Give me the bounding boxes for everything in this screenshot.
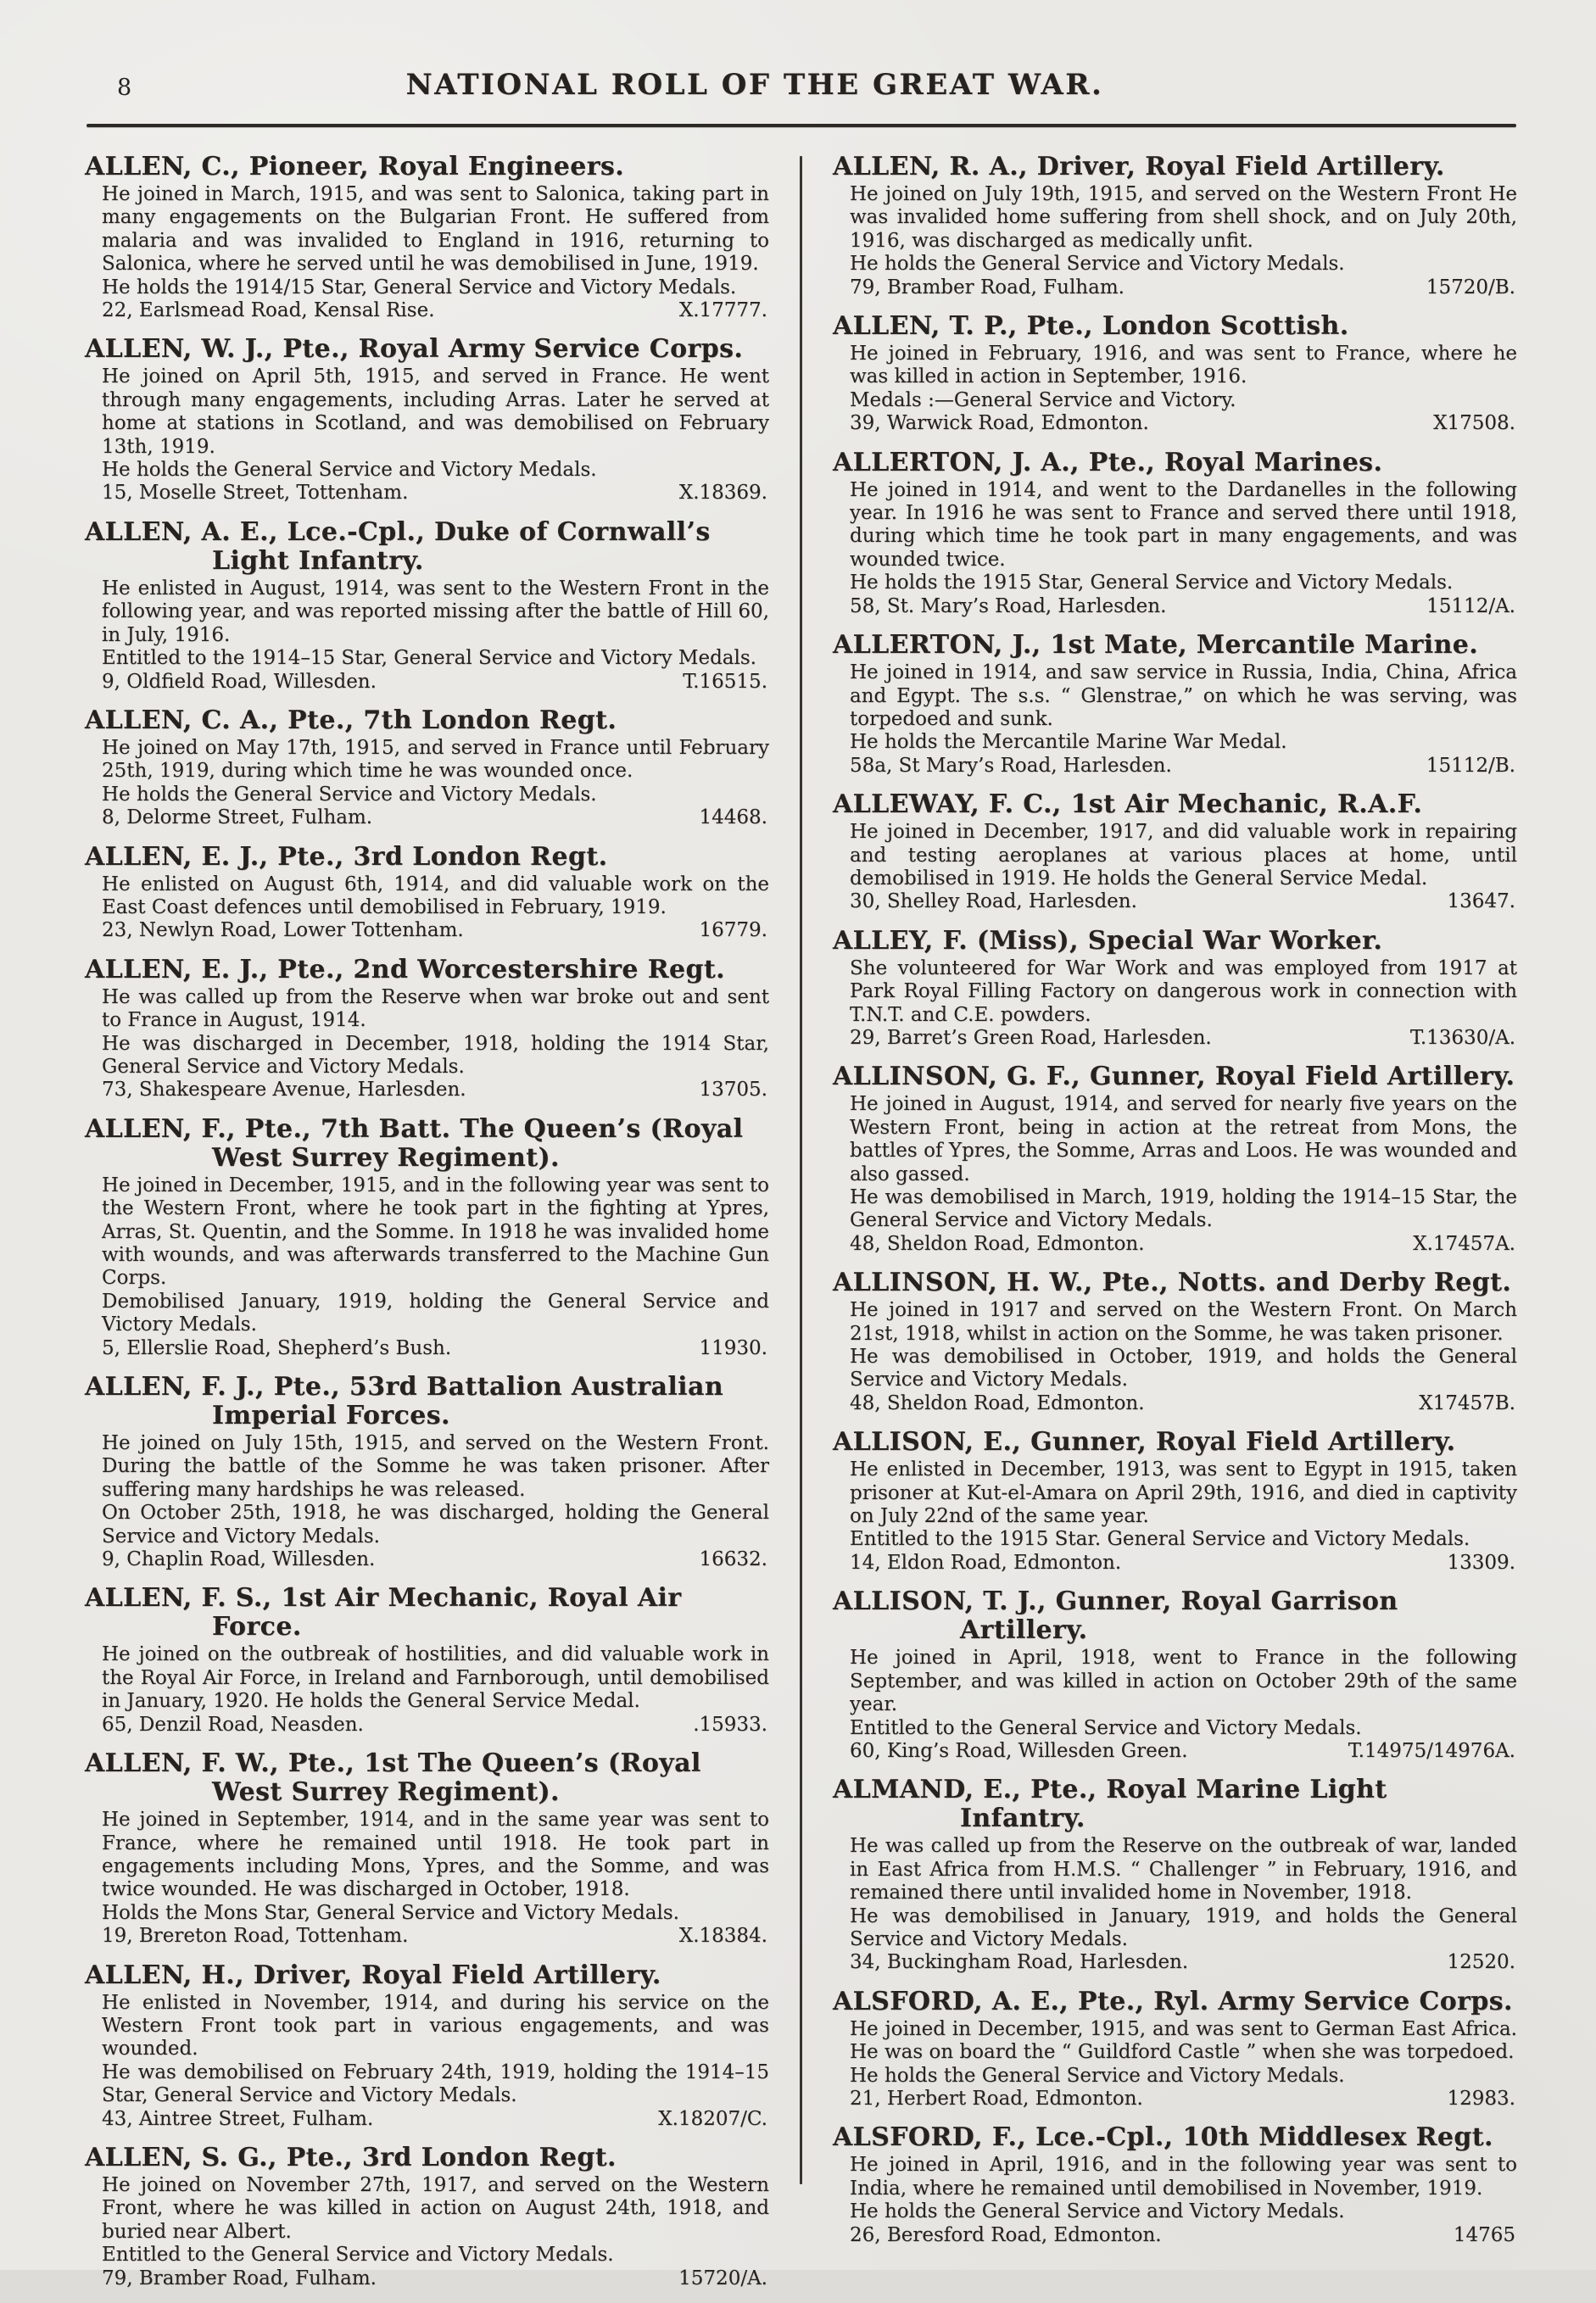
roll-entry [833,449,1517,618]
entry-service-number: T.16515. [683,670,767,693]
entry-service-number: 13647. [1447,890,1515,913]
roll-entry [85,956,769,1102]
entry-address: 48, Sheldon Road, Edmonton. [850,1232,1145,1255]
entry-heading: ALLISON, T. J., Gunner, Royal Garrison Artillery. [833,1586,1398,1646]
entry-address-line [85,671,769,694]
roll-entry [85,1115,769,1360]
entry-paragraph: He holds the 1915 Star, General Service and Victory Medals. [850,572,1454,594]
entry-paragraph: He joined on July 15th, 1915, and served on the Western Front. During the battle of the Somme he was taken prisoner. After suffering many hardships he was released. [102,1432,769,1501]
entry-paragraph: He joined in March, 1915, and was sent to Salonica, taking part in many engagements on the Bulgarian Front. He suffered from malaria and was invalided to England in 1916, returning to Salonica, where he served until he was demobilised in June, 1919. [102,183,769,276]
entry-paragraph: He joined in April, 1916, and in the following year was sent to India, where he remained until demobilised in November, 1919. [850,2154,1517,2200]
entry-address-line [833,595,1517,618]
entry-address: 19, Brereton Road, Tottenham. [102,1925,409,1948]
entry-service-number: T.13630/A. [1409,1026,1515,1049]
entry-address-line [833,1027,1517,1050]
entry-heading: ALLEY, F. (Miss), Special War Worker. [833,925,1383,956]
entry-address-line [833,276,1517,299]
entry-address-line [85,1337,769,1360]
roll-entry [85,843,769,943]
entry-address-line [85,482,769,505]
roll-entry [85,2144,769,2290]
entry-paragraph: He holds the General Service and Victory Medals. [850,253,1345,276]
entry-service-number: 13705. [699,1079,767,1101]
entry-address-line [85,1079,769,1101]
roll-entry [833,927,1517,1051]
entry-address-line [833,1233,1517,1256]
entry-heading: ALLEN, F. J., Pte., 53rd Battalion Australian Imperial Forces. [85,1372,724,1431]
entry-address-line [833,2224,1517,2247]
entry-address: 22, Earlsmead Road, Kensal Rise. [102,299,435,322]
entry-paragraph: He joined in 1914, and saw service in Russia, India, China, Africa and Egypt. The s.s. “ Glenstrae,” on which he was serving, was torpedoed and sunk. [850,661,1517,730]
left-column [85,153,769,2303]
entry-service-number: 15112/A. [1426,594,1515,617]
entry-address: 5, Ellerslie Road, Shepherd’s Bush. [102,1336,452,1359]
entry-address: 9, Oldfield Road, Willesden. [102,670,377,693]
entry-paragraph: Entitled to the General Service and Victory Medals. [850,1716,1362,1739]
entry-heading: ALLEN, E. J., Pte., 3rd London Regt. [85,841,608,872]
entry-heading: ALLEN, W. J., Pte., Royal Army Service Corps. [85,334,744,365]
entry-service-number: 12520. [1447,1951,1515,1974]
entry-service-number: 15720/B. [1426,276,1515,298]
roll-entry [85,1749,769,1948]
entry-heading: ALLEN, F. S., 1st Air Mechanic, Royal Air Force. [85,1583,682,1642]
entry-paragraph: He joined on April 5th, 1915, and served in France. He went through many engagements, including Arras. Later he served at home at stations in Scotland, and was demobilised on February 13th, 1919. [102,365,769,458]
entry-paragraph: He holds the 1914/15 Star, General Service and Victory Medals. [102,276,737,298]
roll-entry [85,706,769,830]
roll-entry [833,1776,1517,1974]
roll-entry [833,631,1517,778]
entry-service-number: X.18384. [678,1925,767,1948]
roll-entry [833,1428,1517,1575]
entry-paragraph: He joined on the outbreak of hostilities, and did valuable work in the Royal Air Force, in Ireland and Farnborough, until demobilised in January, 1920. He holds the General Service Medal. [102,1643,769,1713]
entry-heading: ALMAND, E., Pte., Royal Marine Light Infantry. [833,1775,1387,1834]
entry-paragraph: He holds the General Service and Victory Medals. [102,459,597,482]
entry-paragraph: He joined in February, 1916, and was sent to France, where he was killed in action in September, 1916. [850,343,1517,388]
entry-address-line [85,1714,769,1737]
entry-heading: ALLEN, C. A., Pte., 7th London Regt. [85,705,617,735]
entry-address-line [85,2108,769,2131]
entry-address-line [85,299,769,322]
entry-service-number: 15112/B. [1426,754,1515,777]
entry-paragraph: He joined in April, 1918, went to France in the following September, and was killed in action on October 29th of the same year. [850,1647,1517,1716]
entry-paragraph: He joined in September, 1914, and in the same year was sent to France, where he remained until 1918. He took part in engagements including Mons, Ypres, and the Somme, and was twice wounded. He was discharged in October, 1918. [102,1809,769,1901]
entry-service-number: 11930. [699,1336,767,1359]
entry-paragraph: He holds the General Service and Victory Medals. [850,2200,1345,2223]
entry-paragraph: He was demobilised in March, 1919, holding the 1914–15 Star, the General Service and Victory Medals. [850,1186,1517,1232]
entry-address-line [85,919,769,942]
entry-heading: ALLEWAY, F. C., 1st Air Mechanic, R.A.F. [833,789,1423,820]
entry-service-number: 12983. [1447,2087,1515,2110]
roll-entry [833,1988,1517,2111]
entry-address: 9, Chaplin Road, Willesden. [102,1548,376,1571]
entry-address-line [85,1925,769,1948]
header-rule [86,124,1516,127]
roll-entry [833,1062,1517,1256]
page-title: NATIONAL ROLL OF THE GREAT WAR. [405,68,1104,102]
roll-entry [85,153,769,322]
entry-paragraph: He joined on November 27th, 1917, and served on the Western Front, where he was killed in action on August 24th, 1918, and buried near Albert. [102,2173,769,2243]
entry-heading: ALLISON, E., Gunner, Royal Field Artillery. [833,1427,1456,1458]
entry-address: 21, Herbert Road, Edmonton. [850,2087,1143,2110]
entry-paragraph: He holds the General Service and Victory Medals. [102,783,597,806]
entry-service-number: T.14975/14976A. [1348,1739,1515,1762]
entry-address-line [85,1548,769,1571]
entry-paragraph: He enlisted in November, 1914, and during his service on the Western Front took part in various engagements, and was wounded. [102,1991,769,2060]
entry-paragraph: He was called up from the Reserve when war broke out and sent to France in August, 1914. [102,985,769,1032]
entry-address: 65, Denzil Road, Neasden. [102,1713,364,1736]
entry-heading: ALSFORD, A. E., Pte., Ryl. Army Service Corps. [833,1986,1513,2016]
entry-address: 14, Eldon Road, Edmonton. [850,1551,1122,1574]
entry-address: 79, Bramber Road, Fulham. [850,276,1124,298]
entry-address-line [85,2267,769,2290]
entry-paragraph: He holds the Mercantile Marine War Medal. [850,731,1287,754]
entry-address: 43, Aintree Street, Fulham. [102,2107,374,2130]
entry-service-number: .15933. [693,1713,767,1736]
entry-address: 34, Buckingham Road, Harlesden. [850,1951,1189,1974]
entry-paragraph: He joined in December, 1915, and was sent to German East Africa. He was on board the “ Guildford Castle ” when she was torpedoed. [850,2017,1517,2064]
entry-heading: ALLEN, F., Pte., 7th Batt. The Queen’s (Royal West Surrey Regiment). [85,1113,744,1173]
two-column-text-block [85,153,1520,2303]
entry-paragraph: He enlisted on August 6th, 1914, and did valuable work on the East Coast defences until demobilised in February, 1919. [102,873,769,918]
roll-entry [833,1269,1517,1415]
entry-service-number: X.18207/C. [658,2107,767,2130]
entry-service-number: 16779. [699,919,767,942]
entry-paragraph: He enlisted in December, 1913, was sent to Egypt in 1915, taken prisoner at Kut-el-Amara on April 29th, 1916, and died in captivity on July 22nd of the same year. [850,1458,1517,1528]
column-divider-rule [800,156,802,2184]
entry-heading: ALLEN, H., Driver, Royal Field Artillery. [85,1960,661,1990]
entry-service-number: 15720/A. [678,2267,767,2289]
entry-paragraph: He holds the General Service and Victory Medals. [850,2064,1345,2087]
roll-entry [85,518,769,694]
entry-address: 8, Delorme Street, Fulham. [102,806,373,829]
entry-service-number: X.17457A. [1413,1232,1515,1255]
entry-paragraph: Entitled to the General Service and Victory Medals. [102,2244,614,2267]
roll-entry [833,2123,1517,2247]
entry-address-line [833,1392,1517,1415]
entry-address: 73, Shakespeare Avenue, Harlesden. [102,1079,466,1101]
entry-address: 30, Shelley Road, Harlesden. [850,890,1137,913]
roll-entry [85,1373,769,1571]
entry-address-line [833,412,1517,435]
entry-address: 48, Sheldon Road, Edmonton. [850,1391,1145,1414]
entry-service-number: 13309. [1447,1551,1515,1574]
entry-heading: ALLINSON, H. W., Pte., Notts. and Derby Regt. [833,1268,1512,1298]
roll-entry [85,335,769,505]
entry-address-line [833,755,1517,778]
entry-service-number: X.18369. [678,482,767,505]
entry-paragraph: He joined in August, 1914, and served for nearly five years on the Western Front, being in action at the retreat from Mons, the battles of Ypres, the Somme, Arras and Loos. He was wounded and also gassed. [850,1093,1517,1185]
entry-heading: ALLERTON, J., 1st Mate, Mercantile Marine. [833,630,1479,661]
entry-address: 23, Newlyn Road, Lower Tottenham. [102,919,464,942]
entry-paragraph: He joined on July 19th, 1915, and served on the Western Front He was invalided home suffering from shell shock, and on July 20th, 1916, was discharged as medically unfit. [850,183,1517,252]
entry-paragraph: He joined in 1917 and served on the Western Front. On March 21st, 1918, whilst in action on the Somme, he was taken prisoner. [850,1299,1517,1345]
entry-heading: ALLEN, E. J., Pte., 2nd Worcestershire Regt. [85,954,726,984]
roll-entry [85,1961,769,2131]
entry-heading: ALLEN, C., Pioneer, Royal Engineers. [85,152,625,181]
entry-address-line [85,806,769,829]
entry-paragraph: Entitled to the 1915 Star. General Service and Victory Medals. [850,1528,1470,1551]
entry-heading: ALLINSON, G. F., Gunner, Royal Field Artillery. [833,1062,1515,1092]
entry-heading: ALLEN, A. E., Lce.-Cpl., Duke of Cornwall’s Light Infantry. [85,516,711,576]
entry-address-line [833,1552,1517,1575]
entry-heading: ALLEN, T. P., Pte., London Scottish. [833,311,1349,342]
entry-paragraph: He was demobilised on February 24th, 1919, holding the 1914–15 Star, General Service and Victory Medals. [102,2060,769,2107]
entry-paragraph: He was demobilised in January, 1919, and holds the General Service and Victory Medals. [850,1904,1517,1950]
entry-paragraph: She volunteered for War Work and was employed from 1917 at Park Royal Filling Factory on dangerous work in connection with T.N.T. and C.E. powders. [850,956,1517,1026]
roll-entry [833,153,1517,299]
entry-address: 60, King’s Road, Willesden Green. [850,1739,1188,1762]
entry-service-number: 14468. [699,806,767,829]
entry-paragraph: Entitled to the 1914–15 Star, General Service and Victory Medals. [102,647,756,670]
entry-paragraph: He joined in 1914, and went to the Dardanelles in the following year. In 1916 he was sent to France and served there until 1918, during which time he took part in many engagements, and was wounded twice. [850,478,1517,571]
roll-entry [85,1584,769,1737]
entry-service-number: X17508. [1433,412,1515,435]
entry-address: 58a, St Mary’s Road, Harlesden. [850,754,1172,777]
entry-service-number: 14765 [1453,2223,1515,2246]
entry-paragraph: Holds the Mons Star, General Service and Victory Medals. [102,1901,679,1924]
entry-heading: ALLEN, F. W., Pte., 1st The Queen’s (Royal West Surrey Regiment). [85,1748,701,1808]
entry-address-line [833,1951,1517,1974]
entry-paragraph: He enlisted in August, 1914, was sent to the Western Front in the following year, and was reported missing after the battle of Hill 60, in July, 1916. [102,577,769,646]
entry-paragraph: He joined in December, 1915, and in the following year was sent to the Western Front, where he took part in the fighting at Ypres, Arras, St. Quentin, and the Somme. In 1918 he was invalided home with wounds, and was afterwards transferred to the Machine Gun Corps. [102,1174,769,1290]
entry-paragraph: He was discharged in December, 1918, holding the 1914 Star, General Service and Victory Medals. [102,1032,769,1078]
entry-service-number: X17457B. [1419,1391,1515,1414]
entry-address: 29, Barret’s Green Road, Harlesden. [850,1026,1212,1049]
entry-paragraph: He was demobilised in October, 1919, and holds the General Service and Victory Medals. [850,1346,1517,1391]
roll-entry [833,1587,1517,1763]
entry-service-number: 16632. [699,1548,767,1571]
entry-paragraph: He was called up from the Reserve on the outbreak of war, landed in East Africa from H.M.S. “ Challenger ” in February, 1916, and remained there until invalided home in November, 1918. [850,1835,1517,1904]
entry-heading: ALLEN, S. G., Pte., 3rd London Regt. [85,2142,617,2172]
entry-address-line [833,890,1517,913]
entry-address: 26, Beresford Road, Edmonton. [850,2223,1162,2246]
entry-address-line [833,1740,1517,1763]
entry-address: 15, Moselle Street, Tottenham. [102,482,409,505]
entry-paragraph: He joined in December, 1917, and did valuable work in repairing and testing aeroplanes at various places at home, until demobilised in 1919. He holds the General Service Medal. [850,821,1517,889]
entry-heading: ALSFORD, F., Lce.-Cpl., 10th Middlesex Regt. [833,2122,1493,2153]
entry-address: 39, Warwick Road, Edmonton. [850,412,1149,435]
entry-service-number: X.17777. [678,299,767,322]
entry-paragraph: He joined on May 17th, 1915, and served in France until February 25th, 1919, during which time he was wounded once. [102,736,769,783]
roll-entry [833,312,1517,436]
entry-address-line [833,2088,1517,2111]
roll-entry [833,790,1517,914]
entry-paragraph: On October 25th, 1918, he was discharged, holding the General Service and Victory Medals. [102,1502,769,1547]
page-number: 8 [117,75,133,101]
entry-paragraph: Demobilised January, 1919, holding the General Service and Victory Medals. [102,1290,769,1336]
entry-heading: ALLERTON, J. A., Pte., Royal Marines. [833,447,1383,477]
entry-address: 79, Bramber Road, Fulham. [102,2267,377,2289]
right-column [833,153,1517,2260]
entry-address: 58, St. Mary’s Road, Harlesden. [850,594,1167,617]
entry-heading: ALLEN, R. A., Driver, Royal Field Artillery. [833,152,1445,181]
entry-paragraph: Medals :—General Service and Victory. [850,388,1236,411]
